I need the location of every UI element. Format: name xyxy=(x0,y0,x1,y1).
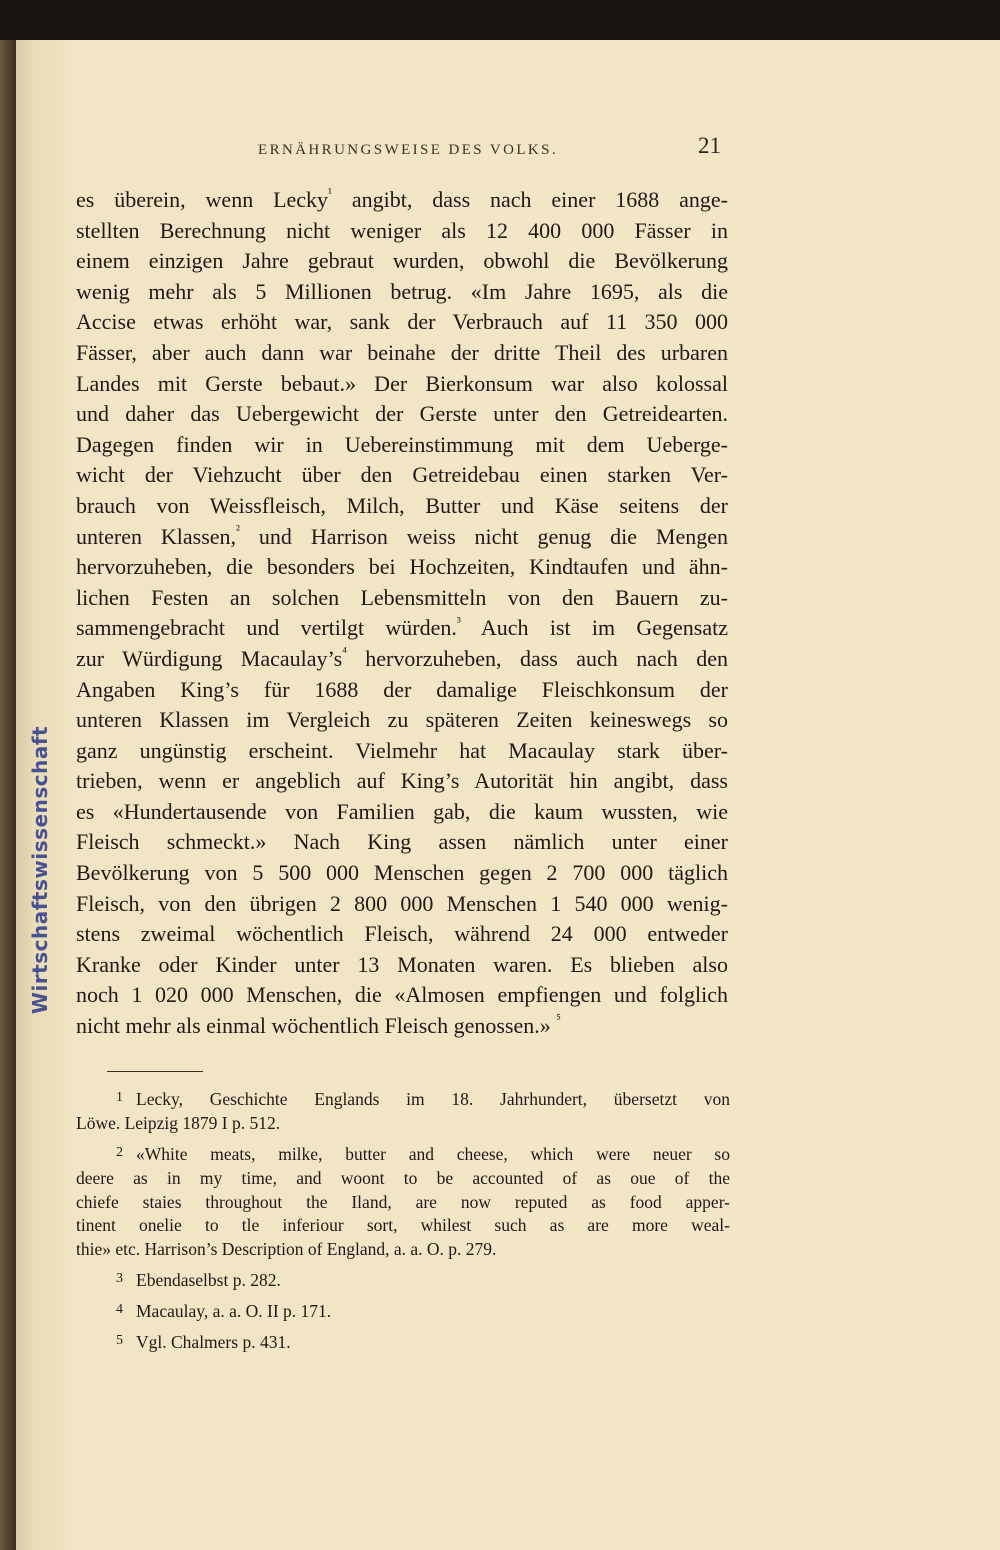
body-line: Angaben King’s für 1688 der damalige Fleischkonsum der xyxy=(76,676,728,702)
body-line: Fleisch, von den übrigen 2 800 000 Menschen 1 540 000 wenig- xyxy=(76,890,728,916)
body-line: brauch von Weissfleisch, Milch, Butter und Käse seitens der xyxy=(76,492,728,518)
body-line: unteren Klassen im Vergleich zu späteren Zeiten keineswegs so xyxy=(76,707,728,733)
body-line: Kranke oder Kinder unter 13 Monaten waren. Es blieben also xyxy=(76,951,728,977)
footnote-mark: 5 xyxy=(116,1332,123,1348)
body-line: hervorzuheben, die besonders bei Hochzeiten, Kindtaufen und ähn- xyxy=(76,554,728,580)
body-line: lichen Festen an solchen Lebensmitteln von den Bauern zu- xyxy=(76,584,728,610)
body-line: Landes mit Gerste bebaut.» Der Bierkonsum war also kolossal xyxy=(76,370,728,396)
footnote-mark: 3 xyxy=(116,1270,123,1286)
body-line: zur Würdigung $Macaulay’s^{^4}$ hervorzuheben, dass auch nach den xyxy=(76,644,729,671)
body-line: Bevölkerung von 5 500 000 Menschen gegen 2 700 000 täglich xyxy=(76,860,728,886)
book-binding-edge xyxy=(0,40,16,1550)
body-line: Dagegen finden wir in Uebereinstimmung mit dem Ueberge- xyxy=(76,431,728,457)
body-line: stens zweimal wöchentlich Fleisch, während 24 000 entweder xyxy=(76,921,728,947)
footnote-ref[interactable]: ¹ xyxy=(328,185,333,201)
body-line: trieben, wenn er angeblich auf King’s Autorität hin angibt, dass xyxy=(76,768,728,794)
body-line: wicht der Viehzucht über den Getreidebau einen starken Ver- xyxy=(76,462,728,488)
body-line: Fleisch schmeckt.» Nach King assen nämlich unter einer xyxy=(76,829,728,855)
footnote-ref[interactable]: ² xyxy=(236,521,241,537)
footnote-2: 2 «White meats, milke, butter and cheese, which were neuer so deere as in my time, and woont to be accounted of as oue of the chiefe staies throughout the Iland, are now reputed as food apper- tinent onelie to tle inferiour sort, whilest such as are more weal- thie» etc. Harrison’s Description of England, a. a. O. p. 279. xyxy=(76,1141,730,1262)
footnote-5: 5 Vgl. Chalmers p. 431. xyxy=(76,1329,730,1355)
footnote-separator xyxy=(107,1071,203,1072)
footnote-ref[interactable]: ³ xyxy=(456,613,461,629)
library-stamp-text: Wirtschaftswissenschaft xyxy=(28,725,53,1015)
library-stamp xyxy=(20,725,60,1015)
footnote-mark: 2 xyxy=(116,1144,123,1160)
footnote-1: 1 Lecky, Geschichte Englands im 18. Jahrhundert, übersetzt von Löwe. Leipzig 1879 I p. 512. xyxy=(76,1086,730,1136)
body-text xyxy=(76,185,728,1042)
footnote-4: 4 Macaulay, a. a. O. II p. 171. xyxy=(76,1298,730,1324)
body-line: sammengebracht und vertilgt würden.$^{^3}$ Auch ist im Gegensatz xyxy=(76,613,728,641)
body-line: unteren Klassen,$^{^2}$ und Harrison weiss nicht genug die Mengen xyxy=(76,521,729,549)
body-line: es überein, wenn Lecky$^{^1}$ angibt, dass nach einer 1688 ange- xyxy=(76,185,728,212)
body-line: es «Hundertausende von Familien gab, die kaum wussten, wie xyxy=(76,798,728,824)
footnotes xyxy=(76,1086,730,1360)
footnote-3: 3 Ebendaselbst p. 282. xyxy=(76,1267,730,1293)
footnote-ref[interactable]: ⁴ xyxy=(342,644,347,660)
body-line: ganz ungünstig erscheint. Vielmehr hat Macaulay stark über- xyxy=(76,737,728,763)
body-line: und daher das Uebergewicht der Gerste unter den Getreidearten. xyxy=(76,401,728,427)
body-line: wenig mehr als 5 Millionen betrug. «Im Jahre 1695, als die xyxy=(76,278,728,304)
footnote-mark: 1 xyxy=(116,1090,123,1105)
page-number: 21 xyxy=(698,133,721,158)
body-line: einem einzigen Jahre gebraut wurden, obwohl die Bevölkerung xyxy=(76,248,728,274)
body-line: Fässer, aber auch dann war beinahe der dritte Theil des urbaren xyxy=(76,339,728,365)
footnote-ref[interactable]: ⁵ xyxy=(556,1011,561,1027)
running-head: ERNÄHRUNGSWEISE DES VOLKS. xyxy=(258,142,559,158)
body-line: Accise etwas erhöht war, sank der Verbrauch auf 11 350 000 xyxy=(76,309,728,335)
body-line: stellten Berechnung nicht weniger als 12 400 000 Fässer in xyxy=(76,217,728,243)
body-line: nicht mehr als einmal wöchentlich Fleisch genossen.» $^{^5}$ xyxy=(76,1011,561,1039)
footnote-mark: 4 xyxy=(116,1301,123,1317)
body-line: noch 1 020 000 Menschen, die «Almosen empfiengen und folglich xyxy=(76,982,728,1008)
